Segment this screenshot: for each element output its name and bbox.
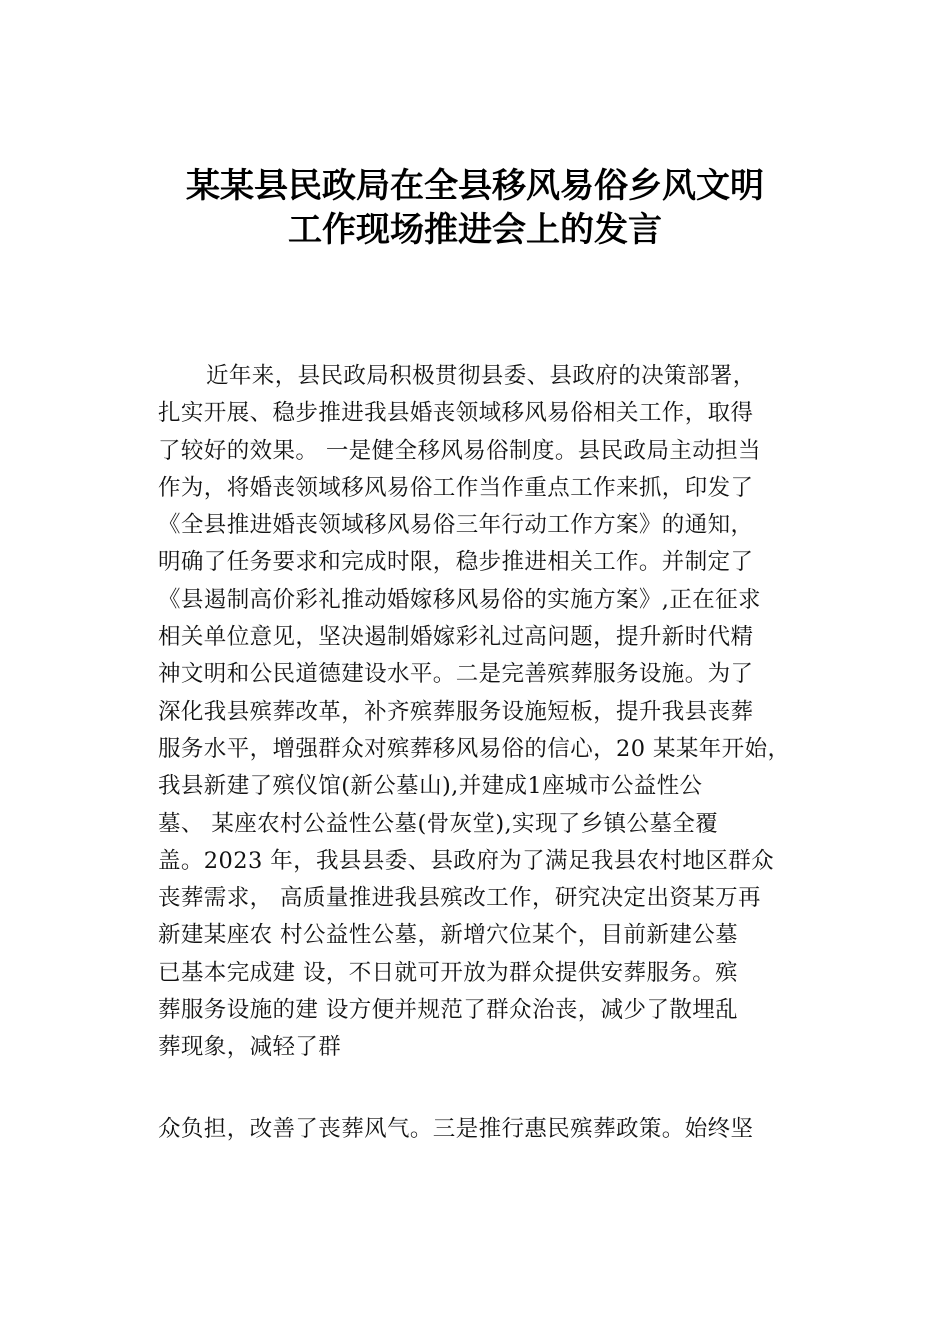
body-line: 《全县推进婚丧领域移风易俗三年行动工作方案》的通知，: [158, 512, 754, 539]
body-line: 扎实开展、稳步推进我县婚丧领域移风易俗相关工作，取得: [158, 400, 754, 427]
body-line: 《县遏制高价彩礼推动婚嫁移风易俗的实施方案》,正在征求: [158, 586, 761, 613]
document-title: [0, 164, 950, 252]
body-line: 神文明和公民道德建设水平。二是完善殡葬服务设施。为了: [158, 661, 754, 688]
body-line: 深化我县殡葬改革，补齐殡葬服务设施短板，提升我县丧葬: [158, 698, 754, 725]
body-line: 已基本完成建 设，不日就可开放为群众提供安葬服务。殡: [158, 959, 739, 986]
body-line: 丧葬需求， 高质量推进我县殡改工作，研究决定出资某万再: [158, 885, 761, 912]
body-line: 新建某座农 村公益性公墓，新增穴位某个，目前新建公墓: [158, 922, 739, 949]
body-line: 了较好的效果。 一是健全移风易俗制度。县民政局主动担当: [158, 437, 761, 464]
body-line: 葬现象，减轻了群: [158, 1034, 342, 1061]
title-line: 某某县民政局在全县移风易俗乡风文明: [186, 166, 764, 206]
body-line: 作为，将婚丧领域移风易俗工作当作重点工作来抓，印发了: [158, 474, 754, 501]
body-line: 服务水平，增强群众对殡葬移风易俗的信心，20 某某年开始，: [158, 735, 791, 762]
body-line: 相关单位意见，坚决遏制婚嫁彩礼过高问题，提升新时代精: [158, 624, 754, 651]
body-line: 墓、 某座农村公益性公墓(骨灰堂),实现了乡镇公墓全覆: [158, 810, 719, 837]
document-body: [158, 358, 828, 1067]
title-line: 工作现场推进会上的发言: [288, 210, 662, 250]
body-line: 我县新建了殡仪馆(新公墓山),并建成1座城市公益性公: [158, 773, 703, 800]
body-line: 葬服务设施的建 设方便并规范了群众治丧，减少了散埋乱: [158, 997, 739, 1024]
body-line: 明确了任务要求和完成时限，稳步推进相关工作。并制定了: [158, 549, 754, 576]
body-line: 盖。2023 年，我县县委、县政府为了满足我县农村地区群众: [158, 847, 775, 874]
document-continuation: [158, 1111, 828, 1148]
body-line: 众负担，改善了丧葬风气。三是推行惠民殡葬政策。始终坚: [158, 1116, 754, 1142]
body-line: 近年来，县民政局积极贯彻县委、县政府的决策部署，: [206, 363, 756, 389]
